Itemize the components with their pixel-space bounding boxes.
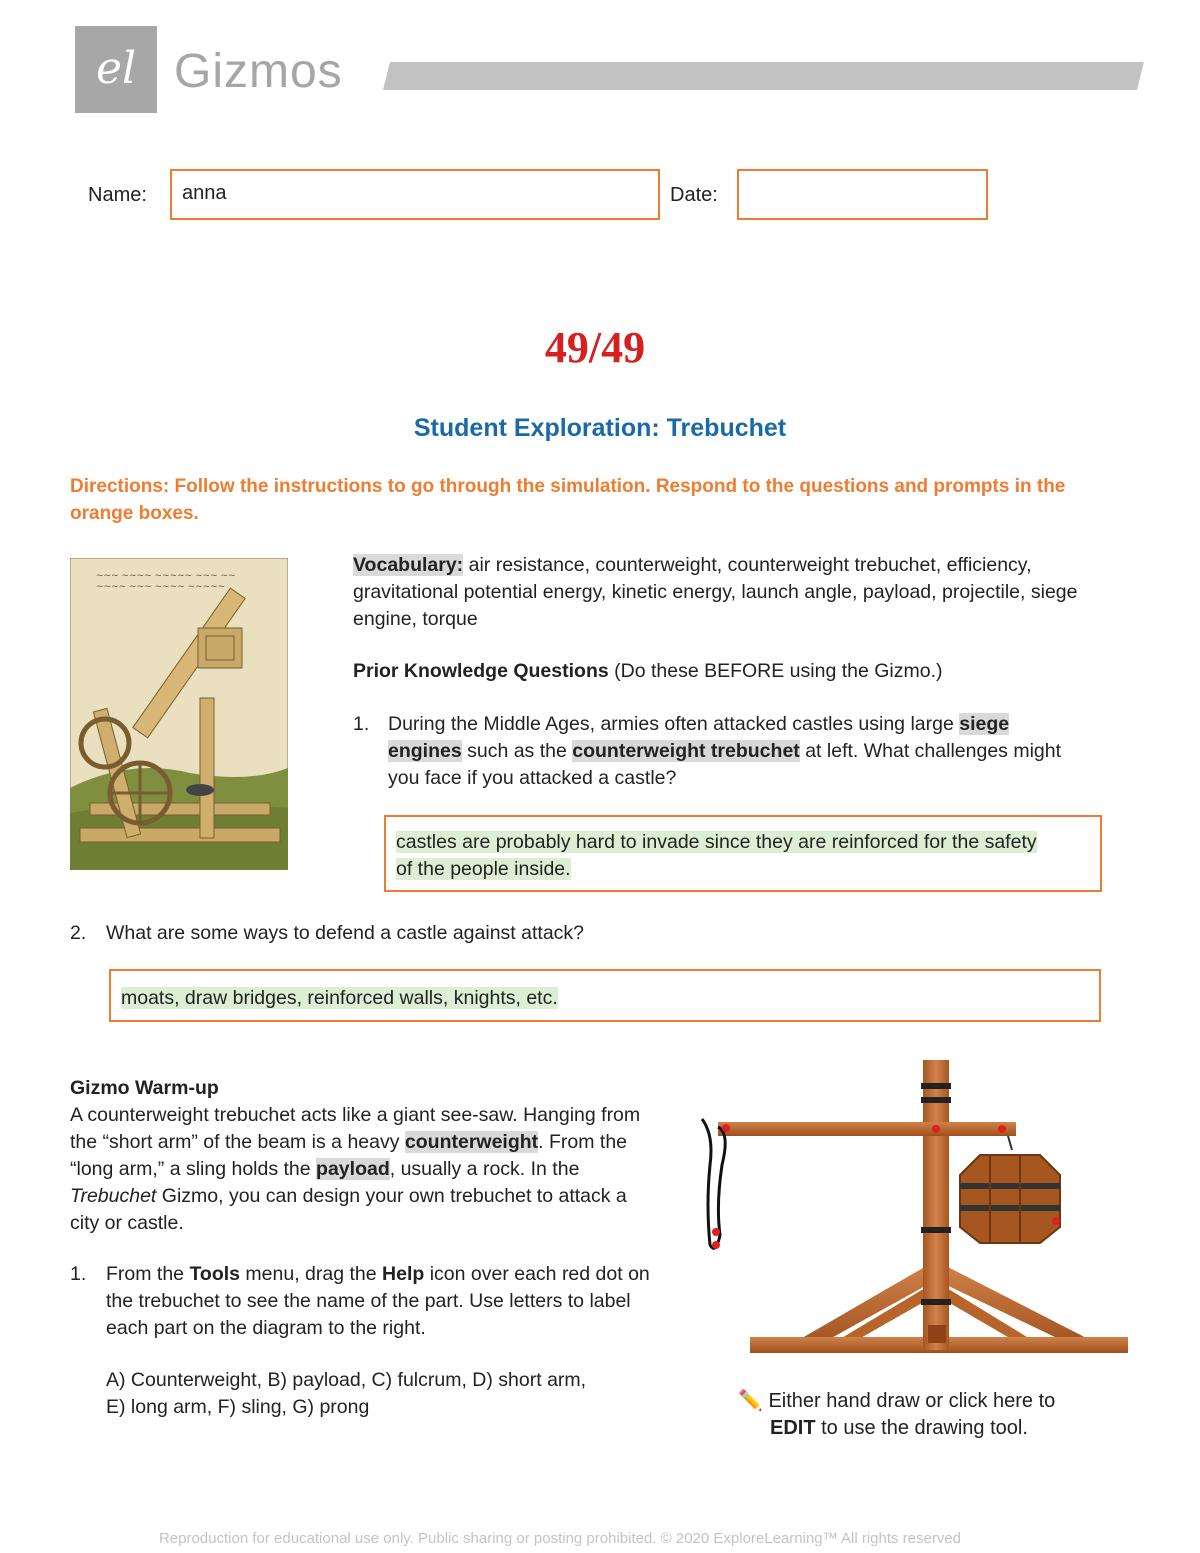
prior-q2-number: 2. — [70, 922, 87, 944]
edit-link[interactable]: EDIT — [770, 1417, 816, 1439]
prior-q2-answer: moats, draw bridges, reinforced walls, knights, etc. — [121, 987, 558, 1009]
header-bar — [383, 62, 1144, 90]
prior-q2-text: What are some ways to defend a castle against attack? — [106, 922, 585, 944]
prior-q1-number: 1. — [353, 713, 370, 735]
draw-note-line1: Either hand draw or click here to — [768, 1390, 1056, 1412]
prior-knowledge-title: Prior Knowledge Questions — [353, 660, 609, 682]
date-field[interactable] — [737, 169, 988, 220]
prior-knowledge-note: (Do these BEFORE using the Gizmo.) — [608, 660, 943, 682]
tools-menu-term: Tools — [189, 1263, 240, 1285]
vocabulary-terms: air resistance, counterweight, counterweight trebuchet, efficiency, gravitational potential energy, kinetic energy, launch angle, payload, projectile, siege engine, torque — [353, 554, 1078, 630]
prior-q1-post: at left. What challenges might you face if you attacked a castle? — [388, 740, 1062, 789]
svg-text:~~~~ ~~~ ~~~~ ~~~~~: ~~~~ ~~~ ~~~~ ~~~~~ — [96, 582, 226, 592]
warmup-heading: Gizmo Warm-up — [70, 1077, 219, 1099]
footer-notice: Reproduction for educational use only. Public sharing or posting prohibited. © 2020 ExploreLearning™ All rights reserved — [158, 1530, 962, 1547]
drawing-tool-note[interactable] — [738, 1388, 1138, 1442]
svg-text:~~~ ~~~~ ~~~~~ ~~~ ~~: ~~~ ~~~~ ~~~~~ ~~~ ~~ — [96, 571, 236, 581]
warmup-p2: . From the “long arm,” a sling holds the — [70, 1131, 628, 1180]
prior-q2-answer-box[interactable] — [109, 969, 1101, 1022]
page-title: Student Exploration: Trebuchet — [413, 414, 787, 442]
draw-note-line2: to use the drawing tool. — [815, 1417, 1028, 1439]
warmup-q1-t3: icon over each red dot on the trebuchet to see the name of the part. Use letters to label each part on the diagram to the right. — [106, 1263, 650, 1339]
help-icon-term: Help — [382, 1263, 425, 1285]
prior-q1-pre: During the Middle Ages, armies often attacked castles using large — [388, 713, 960, 735]
term-siege-engines: siege engines — [388, 713, 1010, 762]
gizmo-name: Trebuchet — [70, 1185, 157, 1207]
vocabulary — [353, 552, 1113, 633]
term-counterweight: counterweight — [404, 1131, 539, 1153]
warmup-q1-answer — [106, 1367, 666, 1421]
prior-q1-answer-box[interactable] — [384, 815, 1102, 892]
warmup-p4: Gizmo, you can design your own trebuchet to attack a city or castle. — [70, 1185, 627, 1234]
vocabulary-label: Vocabulary: — [353, 554, 464, 576]
name-label: Name: — [88, 184, 147, 206]
logo-glyph: el — [95, 43, 137, 94]
warmup-q1-t1: From the — [106, 1263, 190, 1285]
warmup-p1: A counterweight trebuchet acts like a giant see-saw. Hanging from the “short arm” of the beam is a heavy — [70, 1104, 641, 1153]
warmup-q1-text — [106, 1261, 656, 1342]
prior-q1-mid: such as the — [461, 740, 573, 762]
prior-q1-answer: castles are probably hard to invade since they are reinforced for the safety of the people inside. — [396, 831, 1037, 880]
term-counterweight-trebuchet: counterweight trebuchet — [572, 740, 800, 762]
prior-q1-text — [388, 711, 1088, 792]
warmup-q1-number: 1. — [70, 1263, 87, 1285]
warmup-p3: , usually a rock. In the — [389, 1158, 580, 1180]
brand-name: Gizmos — [174, 45, 343, 98]
warmup-q1-answer-line2: E) long arm, F) sling, G) prong — [106, 1396, 370, 1418]
prior-knowledge-heading — [353, 658, 1113, 685]
trebuchet-diagram[interactable] — [690, 1055, 1140, 1360]
warmup-section — [70, 1075, 660, 1237]
term-payload: payload — [316, 1158, 390, 1180]
pencil-icon: ✏️ — [738, 1390, 763, 1412]
warmup-q1-t2: menu, drag the — [240, 1263, 383, 1285]
date-label: Date: — [670, 184, 718, 206]
name-field[interactable]: anna — [170, 169, 660, 220]
warmup-q1-answer-line1: A) Counterweight, B) payload, C) fulcrum, D) short arm, — [106, 1369, 587, 1391]
score: 49/49 — [544, 323, 646, 372]
medieval-trebuchet-illustration — [70, 558, 288, 870]
directions: Directions: Follow the instructions to go through the simulation. Respond to the questions and prompts in the orange boxes. — [70, 476, 1066, 524]
